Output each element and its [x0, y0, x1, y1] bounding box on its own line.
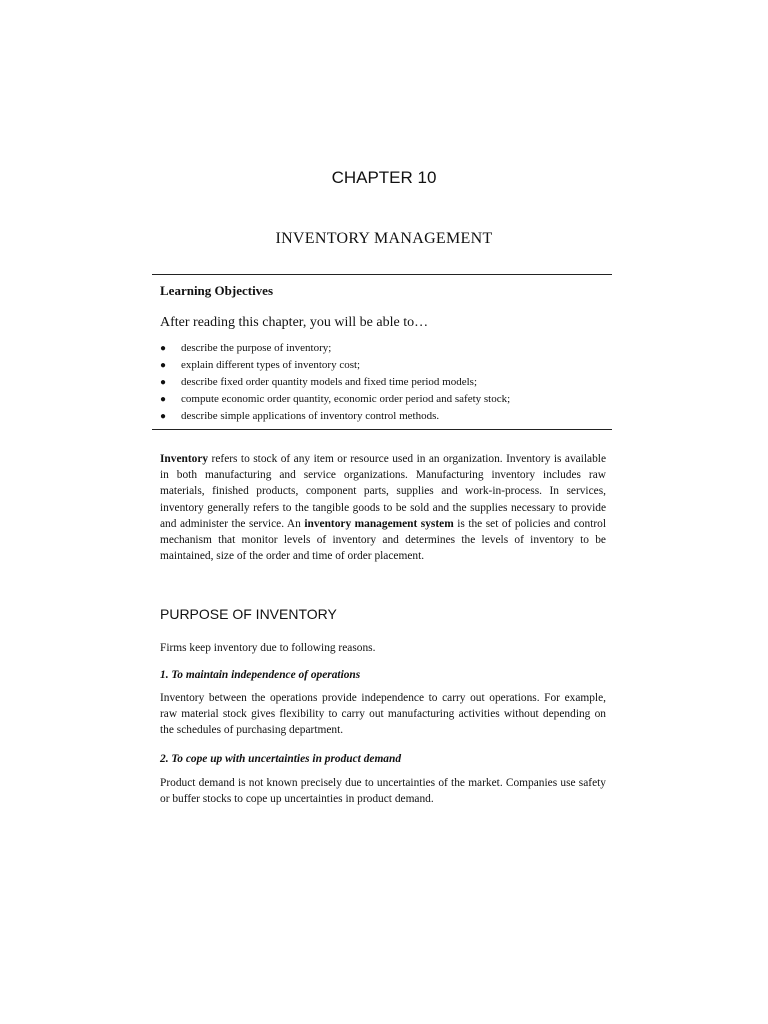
bullet-icon: ●: [160, 411, 167, 422]
bullet-icon: ●: [160, 343, 167, 354]
reason-1-title: 1. To maintain independence of operations: [160, 669, 361, 681]
chapter-title: INVENTORY MANAGEMENT: [275, 230, 493, 247]
bullet-icon: ●: [160, 377, 167, 388]
purpose-intro: Firms keep inventory due to following reasons.: [160, 642, 376, 654]
list-item: [160, 357, 510, 374]
intro-text-1: refers to stock of any item or resource used in an organization. Inventory is available in both manufacturing and service organizations. Manufacturing inventory includes raw materials, finished products, component parts, supplies and work-in-process. In services, inventory generally refers to the tangible goods to be sold and the supplies necessary to provide and administer the service. An: [160, 453, 606, 530]
reason-2-title: 2. To cope up with uncertainties in product demand: [160, 753, 402, 765]
intro-text-2: is the set of policies and control mechanism that monitor levels of inventory and determines the levels of inventory to be maintained, size of the order and time of order placement.: [160, 517, 607, 563]
list-item: [160, 391, 510, 408]
term-inventory-management-system: inventory management system: [304, 517, 454, 530]
objective-text: describe the purpose of inventory;: [181, 342, 332, 354]
chapter-label: CHAPTER 10: [331, 168, 437, 187]
bullet-icon: ●: [160, 360, 167, 371]
objective-text: describe fixed order quantity models and fixed time period models;: [181, 376, 478, 388]
objective-text: explain different types of inventory cost;: [181, 359, 361, 371]
reason-1-body: Inventory between the operations provide independence to carry out operations. For example, raw material stock gives flexibility to carry out manufacturing activities without depending on the schedules of purchasing department.: [160, 692, 606, 737]
bullet-icon: ●: [160, 394, 167, 405]
section-heading-purpose: PURPOSE OF INVENTORY: [160, 606, 337, 622]
objective-text: describe simple applications of inventory control methods.: [181, 410, 440, 422]
learning-objectives-box: [152, 274, 612, 430]
list-item: [160, 374, 510, 391]
objectives-heading: Learning Objectives: [160, 283, 274, 298]
reason-2-body: Product demand is not known precisely due to uncertainties of the market. Companies use safety or buffer stocks to cope up uncertainties in product demand.: [160, 777, 606, 806]
intro-paragraph: [160, 451, 606, 564]
objectives-list: [160, 340, 510, 425]
objectives-intro: After reading this chapter, you will be able to…: [160, 315, 429, 330]
list-item: [160, 340, 510, 357]
objective-text: compute economic order quantity, economic order period and safety stock;: [181, 393, 511, 405]
term-inventory: Inventory: [160, 453, 209, 465]
list-item: [160, 408, 510, 425]
